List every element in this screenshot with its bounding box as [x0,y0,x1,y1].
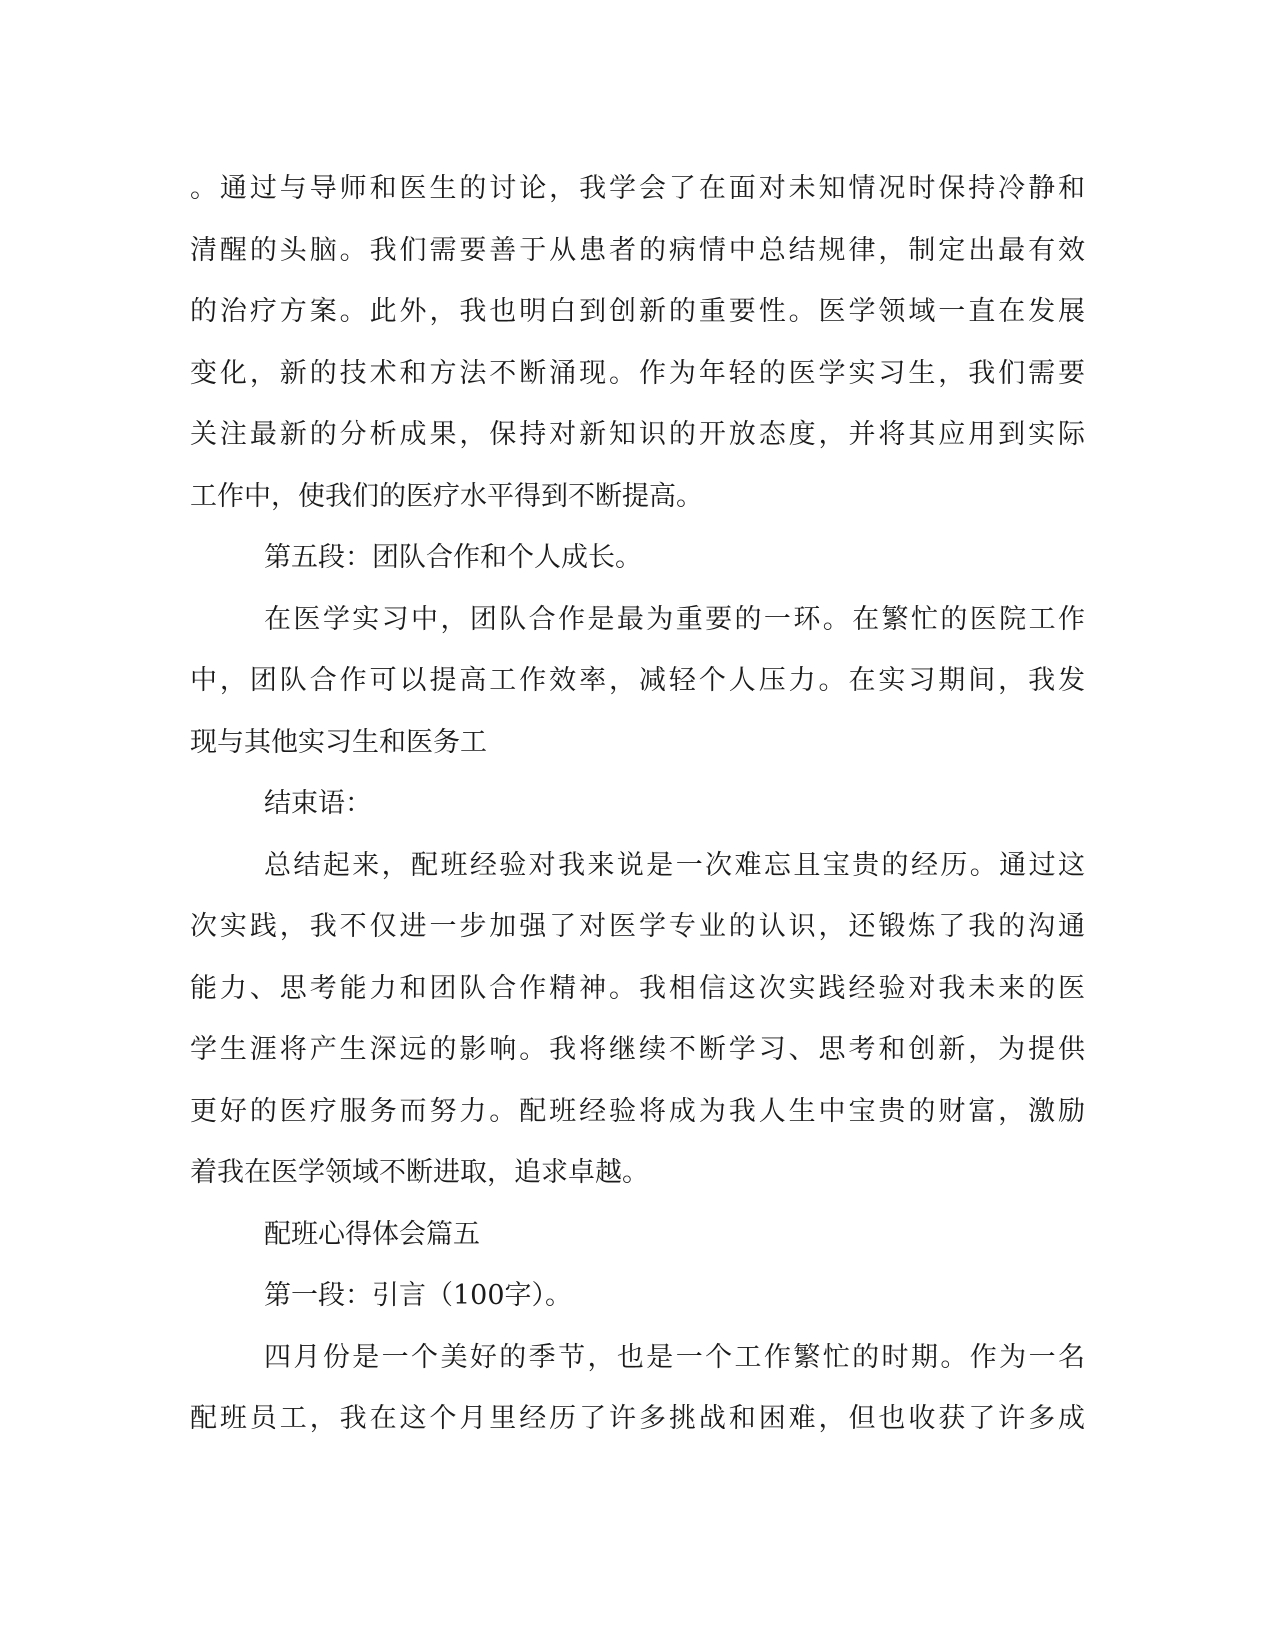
text-line: 变化，新的技术和方法不断涌现。作为年轻的医学实习生，我们需要 [190,357,1085,389]
section-heading: 结束语： [264,788,372,819]
section-heading: 第五段：团队合作和个人成长。 [264,542,642,573]
section-heading: 第一段：引言（100字）。 [264,1280,573,1311]
document-body [190,158,1085,1450]
text-line: 着我在医学领域不断进取，追求卓越。 [190,1157,649,1188]
text-line: 总结起来，配班经验对我来说是一次难忘且宝贵的经历。通过这 [264,849,1085,881]
text-line: 能力、思考能力和团队合作精神。我相信这次实践经验对我未来的医 [190,972,1085,1004]
text-line: 四月份是一个美好的季节，也是一个工作繁忙的时期。作为一名 [264,1341,1085,1373]
text-line: 的治疗方案。此外，我也明白到创新的重要性。医学领域一直在发展 [190,296,1085,327]
text-line: 。通过与导师和医生的讨论，我学会了在面对未知情况时保持冷静和 [190,173,1085,204]
text-line: 关注最新的分析成果，保持对新知识的开放态度，并将其应用到实际 [190,419,1085,450]
article-title: 配班心得体会篇五 [264,1218,480,1250]
text-line: 配班员工，我在这个月里经历了许多挑战和困难，但也收获了许多成 [190,1403,1085,1434]
text-line: 工作中，使我们的医疗水平得到不断提高。 [190,480,703,512]
text-line: 更好的医疗服务而努力。配班经验将成为我人生中宝贵的财富，激励 [190,1095,1085,1127]
text-line: 清醒的头脑。我们需要善于从患者的病情中总结规律，制定出最有效 [190,234,1085,266]
text-line: 现与其他实习生和医务工 [190,726,487,758]
text-line: 学生涯将产生深远的影响。我将继续不断学习、思考和创新，为提供 [190,1034,1085,1065]
text-line: 在医学实习中，团队合作是最为重要的一环。在繁忙的医院工作 [264,603,1085,635]
text-line: 中，团队合作可以提高工作效率，减轻个人压力。在实习期间，我发 [190,665,1085,696]
text-line: 次实践，我不仅进一步加强了对医学专业的认识，还锻炼了我的沟通 [190,911,1085,942]
